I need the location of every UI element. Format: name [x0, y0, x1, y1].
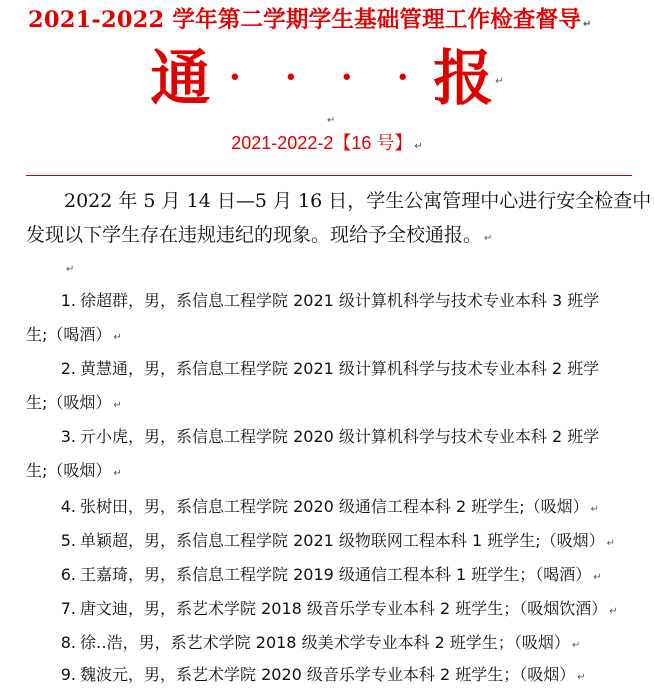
paragraph-mark-icon: ↵	[609, 606, 618, 617]
issue-number	[0, 128, 654, 162]
list-item	[26, 420, 646, 454]
list-item-number: 5.	[60, 531, 76, 550]
list-item-continuation	[26, 454, 646, 491]
paragraph-mark-icon: ↵	[495, 75, 504, 87]
empty-paragraph-mark-icon: ↵	[327, 115, 336, 126]
list-item-number: 2.	[60, 359, 76, 378]
list-item-text: 徐‥浩，男，系艺术学院 2018 级美术学专业本科 2 班学生；（吸烟）	[80, 633, 570, 652]
list-item-text: 魏波元，男，系艺术学院 2020 级音乐学专业本科 2 班学生；（吸烟）	[80, 665, 576, 684]
list-item-number: 4.	[60, 497, 76, 516]
issue-number-text: 2021-2022-2【16 号】	[231, 133, 413, 153]
paragraph-mark-icon: ↵	[571, 640, 581, 651]
paragraph-mark-icon: ↵	[577, 672, 586, 683]
list-item-number: 7.	[60, 599, 76, 618]
empty-paragraph-mark-icon: ↵	[66, 264, 75, 275]
list-item-text: 单颖超，男，系信息工程学院 2021 级物联网工程本科 1 班学生;（吸烟）	[80, 531, 605, 550]
list-item-continuation	[26, 318, 646, 355]
list-item	[26, 284, 646, 318]
list-item-cont-text: 生;（喝酒）	[26, 325, 112, 344]
bulletin-dots: • • • •	[228, 66, 428, 91]
list-item-text: 黄慧通，男，系信息工程学院 2021 级计算机科学与技术专业本科 2 班学	[80, 359, 600, 378]
paragraph-mark-icon: ↵	[113, 400, 122, 411]
paragraph-mark-icon: ↵	[113, 468, 122, 479]
paragraph-mark-icon: ↵	[606, 538, 616, 549]
list-item-text: 王嘉琦，男，系信息工程学院 2019 级通信工程本科 1 班学生；（喝酒）	[80, 565, 592, 584]
list-item-number: 1.	[60, 291, 76, 310]
list-item-number: 8.	[60, 633, 76, 652]
list-item-text: 徐超群，男，系信息工程学院 2021 级计算机科学与技术专业本科 3 班学	[80, 291, 600, 310]
bulletin-title	[0, 44, 654, 114]
list-item	[26, 658, 646, 695]
list-item-continuation	[26, 386, 646, 423]
paragraph-mark-icon: ↵	[593, 572, 602, 583]
list-item-text: 亓小虎，男，系信息工程学院 2020 级计算机科学与技术专业本科 2 班学	[80, 427, 600, 446]
paragraph-mark-icon: ↵	[590, 504, 600, 515]
paragraph-mark-icon: ↵	[583, 19, 592, 30]
list-item-cont-text: 生;（吸烟）	[26, 393, 112, 412]
list-item	[26, 490, 646, 527]
bulletin-char-bao: 报	[433, 44, 494, 114]
list-item-text: 张树田，男，系信息工程学院 2020 级通信工程本科 2 班学生;（吸烟）	[80, 497, 589, 516]
list-item	[26, 524, 646, 561]
header-title-text: 2021-2022 学年第二学期学生基础管理工作检查督导	[28, 7, 582, 33]
list-item-number: 6.	[60, 565, 76, 584]
list-item-cont-text: 生;（吸烟）	[26, 461, 112, 480]
intro-paragraph	[26, 184, 654, 256]
intro-text: 2022 年 5 月 14 日—5 月 16 日，学生公寓管理中心进行安全检查中发现以下学生存在违规违纪的现象。现给予全校通报。	[26, 190, 652, 246]
list-item-number: 9.	[60, 665, 76, 684]
bulletin-char-tong: 通	[150, 44, 211, 114]
paragraph-mark-icon: ↵	[414, 141, 423, 152]
paragraph-mark-icon: ↵	[484, 233, 493, 244]
list-item-number: 3.	[60, 427, 76, 446]
list-item-text: 唐文迪，男，系艺术学院 2018 级音乐学专业本科 2 班学生；（吸烟饮酒）	[80, 599, 608, 618]
paragraph-mark-icon: ↵	[113, 332, 122, 343]
document-header-title	[28, 5, 654, 40]
list-item	[26, 352, 646, 386]
red-divider-line	[26, 175, 632, 176]
list-item	[26, 592, 646, 629]
list-item	[26, 558, 646, 595]
